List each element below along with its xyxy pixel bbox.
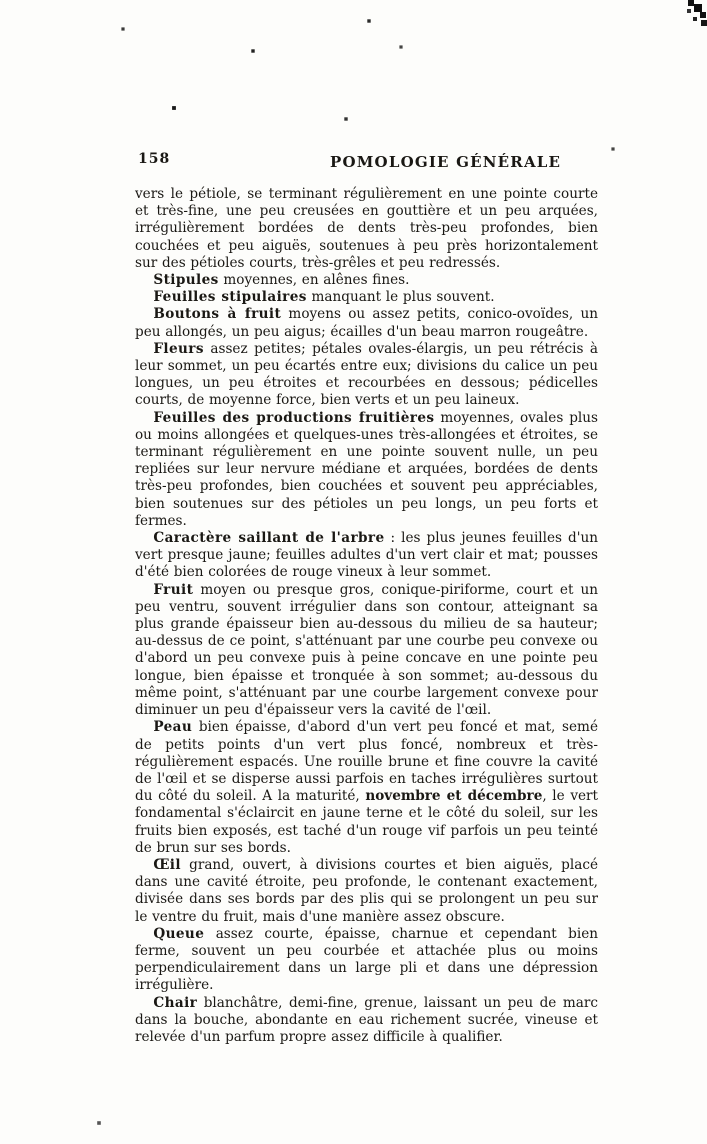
paragraph (135, 719, 598, 857)
paragraph-lead: Peau (153, 719, 193, 736)
paragraph (135, 341, 598, 410)
text-block (135, 186, 598, 1046)
paragraph (135, 272, 598, 289)
body-text: , le vert fondamental s'éclaircit en jaune terne et le côté du soleil, sur les fruits bien exposés, est taché d'un rouge vif parfois un peu teinté de brun sur ses bords. (135, 788, 598, 856)
body-text: : les plus jeunes feuilles d'un vert presque jaune; feuilles adultes d'un vert clair et mat; pousses d'été bien colorées de rouge vineux à leur sommet. (135, 530, 598, 581)
body-text: blanchâtre, demi-fine, grenue, laissant un peu de marc dans la bouche, abondante en eau richement sucrée, vineuse et relevée d'un parfum propre assez difficile à qualifier. (135, 994, 598, 1045)
paragraph (135, 530, 598, 582)
paragraph-lead: Queue (153, 925, 205, 942)
scan-speckles (0, 0, 2, 2)
paragraph (135, 186, 598, 272)
body-text: bien épaisse, d'abord d'un vert peu foncé et mat, semé de petits points d'un vert plus foncé, nombreux et très-régulièrement espacés. Une rouille brune et fine couvre la cavité de l'œil et se disperse aussi parfois en taches irrégulières surtout du côté du soleil. A la maturité, (135, 719, 598, 805)
body-text: moyens ou assez petits, conico-ovoïdes, un peu allongés, un peu aigus; écailles d'un beau marron rougeâtre. (135, 306, 598, 340)
paragraph-lead: Fruit (153, 581, 194, 598)
body-text: grand, ouvert, à divisions courtes et bien aiguës, placé dans une cavité étroite, peu profonde, le contenant exactement, divisée dans ses bords par des plis qui se prolongent un peu sur le ventre du fruit, mais d'une manière assez obscure. (135, 856, 598, 925)
paragraph (135, 926, 598, 995)
paragraph-lead: Boutons à fruit (153, 306, 282, 323)
body-text: assez petites; pétales ovales-élargis, un peu rétrécis à leur sommet, un peu écartés entre eux; divisions du calice un peu longues, un peu étroites et recourbées en dessous; pédicelles courts, de moyenne force, bien verts et un peu laineux. (135, 340, 598, 409)
paragraph-lead: Œil (153, 856, 181, 873)
paragraph-lead: Feuilles stipulaires (153, 289, 307, 306)
paragraph-lead: Caractère saillant de l'arbre (153, 530, 385, 547)
page-number: 158 (138, 151, 171, 167)
body-text: moyennes, ovales plus ou moins allongées et quelques-unes très-allongées et étroites, se terminant régulièrement en une pointe souvent nulle, un peu repliées sur leur nervure médiane et arquées, bordées de dents très-peu profondes, bien couchées et souvent peu appréciables, bien soutenues sur des pétioles un peu longs, un peu forts et fermes. (135, 409, 599, 529)
paragraph-lead: Fleurs (153, 340, 204, 357)
body-text: moyennes, en alênes fines. (218, 272, 410, 289)
paragraph (135, 410, 598, 530)
body-text: moyen ou presque gros, conique-piriforme, court et un peu ventru, souvent irrégulier dans son contour, atteignant sa plus grande épaisseur bien au-dessous du milieu de sa hauteur; au-dessus de ce point, s'atténuant par une courbe peu convexe ou d'abord un peu convexe puis à peine concave en une pointe peu longue, bien épaisse et tronquée à son sommet; au-dessous du même point, s'atténuant par une courbe largement convexe pour diminuer un peu d'épaisseur vers la cavité de l'œil. (135, 581, 598, 719)
body-text: assez courte, épaisse, charnue et cependant bien ferme, souvent un peu courbée et attachée plus ou moins perpendiculairement dans un large pli et dans une dépression irrégulière. (135, 925, 598, 994)
paragraph-lead: Chair (153, 994, 198, 1011)
running-header-title: POMOLOGIE GÉNÉRALE (330, 153, 562, 171)
bold-text: novembre et décembre (365, 788, 543, 805)
body-text: vers le pétiole, se terminant régulièrement en une pointe courte et très-fine, une peu creusées en gouttière et un peu arquées, irrégulièrement bordées de dents très-peu profondes, bien couchées et peu aiguës, soutenues à peu près horizontalement sur des pétioles courts, très-grêles et peu redressés. (135, 186, 598, 271)
paragraph (135, 289, 598, 306)
paragraph-lead: Feuilles des productions fruitières (153, 409, 435, 426)
paragraph-lead: Stipules (153, 272, 219, 289)
paragraph (135, 995, 598, 1047)
paragraph (135, 857, 598, 926)
paragraph (135, 306, 598, 340)
paragraph (135, 582, 598, 720)
body-text: manquant le plus souvent. (306, 289, 495, 306)
